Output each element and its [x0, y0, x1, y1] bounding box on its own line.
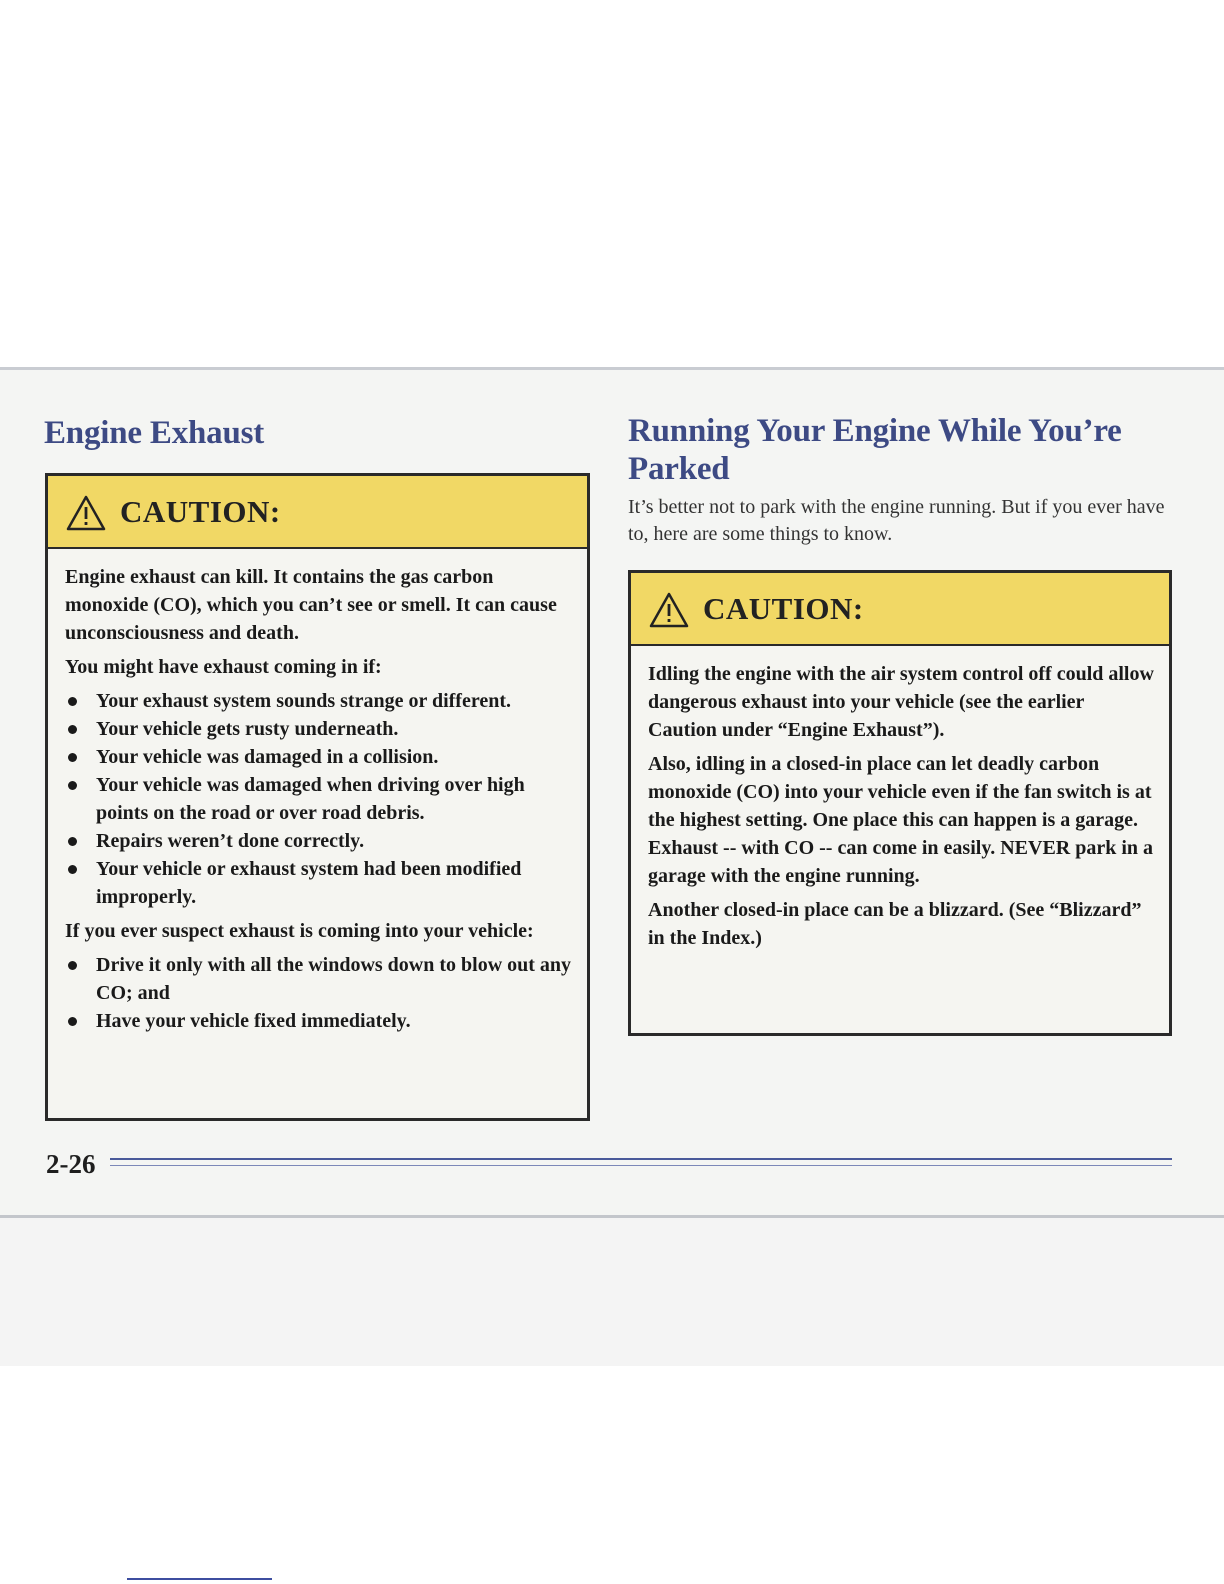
caution-box-parked [628, 570, 1172, 1036]
caution-paragraph: Another closed-in place can be a blizzard. (See “Blizzard” in the Index.) [648, 899, 1142, 949]
caution-paragraph: Idling the engine with the air system control off could allow dangerous exhaust into your vehicle (see the earlier Caution under “Engine Exhaust”). [648, 663, 1154, 741]
caution-paragraph: Also, idling in a closed-in place can let deadly carbon monoxide (CO) into your vehicle even if the fan switch is at the highest setting. One place this can happen is a garage. Exhaust -- with CO -- can come in easily. NEVER park in a garage with the engine running. [648, 753, 1154, 887]
warning-triangle-icon [649, 592, 689, 628]
list-item: Your vehicle or exhaust system had been modified improperly. [65, 855, 573, 911]
list-item: Your vehicle gets rusty underneath. [65, 715, 573, 743]
list-item: Your exhaust system sounds strange or different. [65, 687, 573, 715]
footer-rule [110, 1158, 1172, 1160]
symptom-list [65, 687, 573, 911]
caution-body [48, 549, 587, 1035]
list-item: Your vehicle was damaged in a collision. [65, 743, 573, 771]
caution-paragraph: If you ever suspect exhaust is coming into your vehicle: [65, 920, 534, 942]
caution-paragraph: You might have exhaust coming in if: [65, 656, 382, 678]
warning-triangle-icon [66, 495, 106, 531]
caution-title: CAUTION: [120, 493, 281, 529]
bottom-rule-stub [127, 1578, 272, 1580]
caution-box-engine-exhaust [45, 473, 590, 1121]
caution-title: CAUTION: [703, 590, 864, 626]
intro-paragraph: It’s better not to park with the engine running. But if you ever have to, here are some things to know. [628, 496, 1165, 545]
section-heading-running-engine: Running Your Engine While You’re Parked [628, 413, 1122, 487]
caution-header [631, 573, 1169, 646]
caution-body [631, 646, 1169, 952]
list-item: Your vehicle was damaged when driving over high points on the road or over road debris. [65, 771, 573, 827]
action-list [65, 951, 573, 1035]
page-number: 2-26 [46, 1149, 96, 1179]
list-item: Repairs weren’t done correctly. [65, 827, 573, 855]
section-heading-engine-exhaust: Engine Exhaust [44, 415, 265, 451]
list-item: Drive it only with all the windows down to blow out any CO; and [65, 951, 573, 1007]
caution-header [48, 476, 587, 549]
list-item: Have your vehicle fixed immediately. [65, 1007, 573, 1035]
footer-rule-thin [110, 1165, 1172, 1166]
caution-paragraph: Engine exhaust can kill. It contains the gas carbon monoxide (CO), which you can’t see or smell. It can cause unconsciousness and death. [65, 566, 557, 644]
lower-band [0, 1218, 1224, 1366]
